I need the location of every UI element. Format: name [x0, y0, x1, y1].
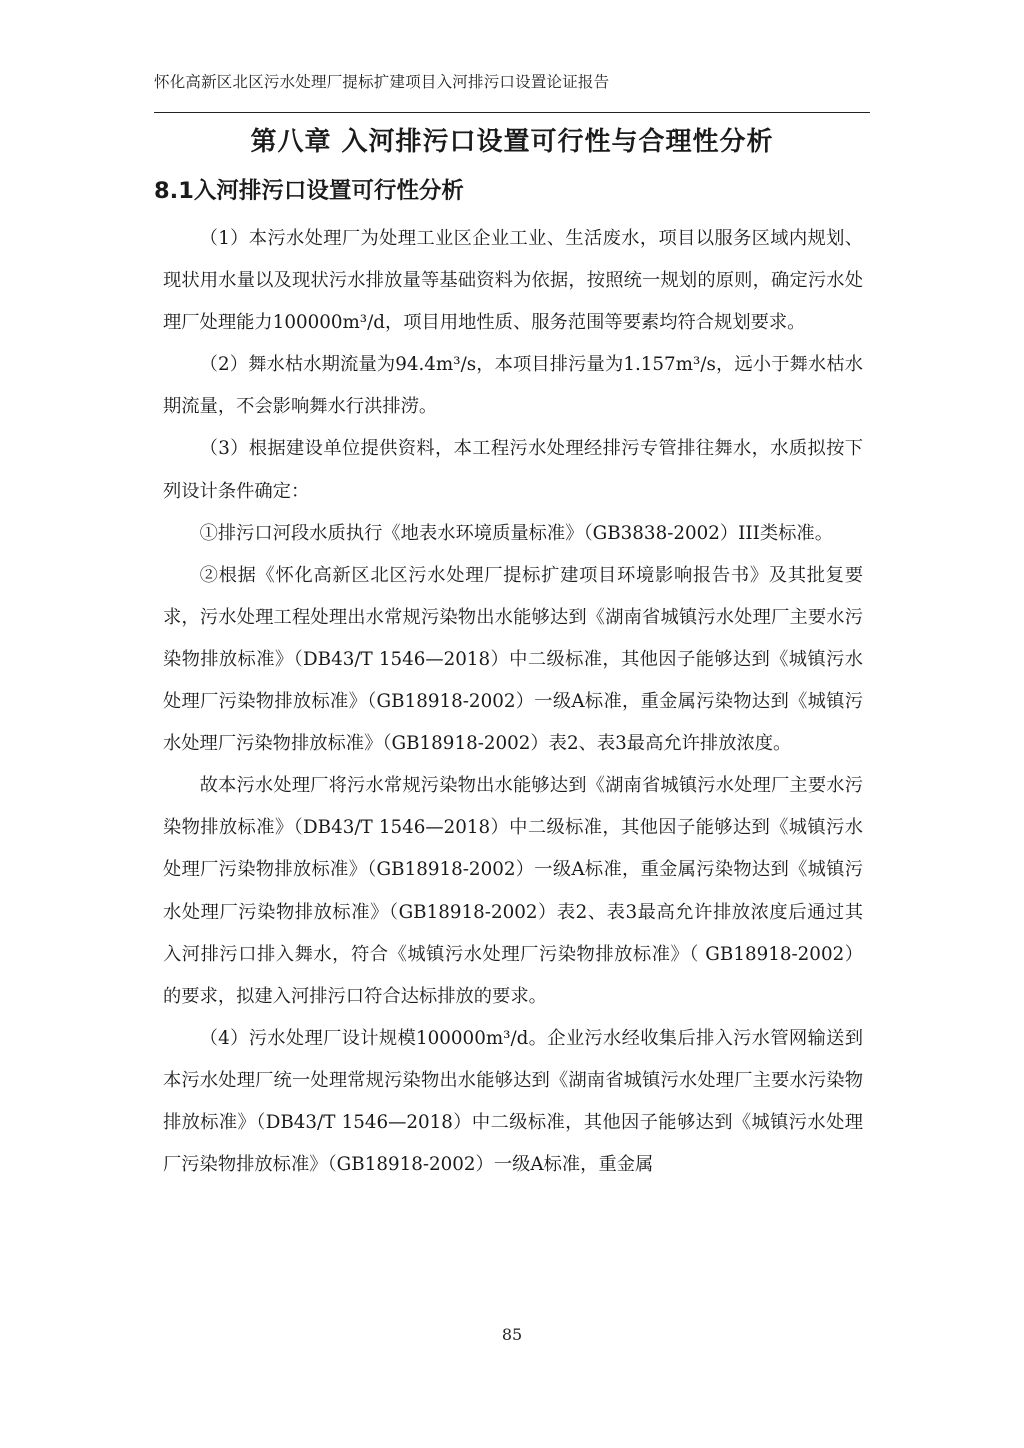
paragraph-2: （2）舞水枯水期流量为94.4m³/s，本项目排污量为1.157m³/s，远小于舞水枯水期流量，不会影响舞水行洪排涝。: [163, 354, 863, 418]
paragraph-3-item-1: ①排污口河段水质执行《地表水环境质量标准》（GB3838-2002）III类标准。: [199, 522, 833, 544]
paragraph-4: （4）污水处理厂设计规模100000m³/d。企业污水经收集后排入污水管网输送到本污水处理厂统一处理常规污染物出水能够达到《湖南省城镇污水处理厂主要水污染物排放标准》（DB43/T 1546—2018）中二级标准，其他因子能够达到《城镇污水处理厂污染物排放标准》（GB18918-2002）一级A标准，重金属: [163, 1027, 863, 1176]
paragraph-3-item-2: ②根据《怀化高新区北区污水处理厂提标扩建项目环境影响报告书》及其批复要求，污水处理工程处理出水常规污染物出水能够达到《湖南省城镇污水处理厂主要水污染物排放标准》（DB43/T 1546—2018）中二级标准，其他因子能够达到《城镇污水处理厂污染物排放标准》（GB18918-2002）一级A标准，重金属污染物达到《城镇污水处理厂污染物排放标准》（GB18918-2002）表2、表3最高允许排放浓度。: [163, 564, 863, 755]
paragraph-conclusion: 故本污水处理厂将污水常规污染物出水能够达到《湖南省城镇污水处理厂主要水污染物排放标准》（DB43/T 1546—2018）中二级标准，其他因子能够达到《城镇污水处理厂污染物排放标准》（GB18918-2002）一级A标准，重金属污染物达到《城镇污水处理厂污染物排放标准》（GB18918-2002）表2、表3最高允许排放浓度后通过其入河排污口排入舞水，符合《城镇污水处理厂污染物排放标准》（ GB18918-2002）的要求，拟建入河排污口符合达标排放的要求。: [163, 775, 863, 1007]
body-text: [163, 218, 863, 1186]
running-header: 怀化高新区北区污水处理厂提标扩建项目入河排污口设置论证报告: [154, 73, 610, 91]
page-number: 85: [501, 1325, 523, 1344]
paragraph-1: （1）本污水处理厂为处理工业区企业工业、生活废水，项目以服务区域内规划、现状用水量以及现状污水排放量等基础资料为依据，按照统一规划的原则，确定污水处理厂处理能力100000m³/d，项目用地性质、服务范围等要素均符合规划要求。: [163, 228, 863, 334]
header-divider: [154, 112, 870, 113]
paragraph-3: （3）根据建设单位提供资料，本工程污水处理经排污专管排往舞水，水质拟按下列设计条件确定：: [163, 438, 863, 502]
section-heading: 8.1入河排污口设置可行性分析: [154, 178, 464, 204]
chapter-title: 第八章 入河排污口设置可行性与合理性分析: [250, 127, 774, 157]
